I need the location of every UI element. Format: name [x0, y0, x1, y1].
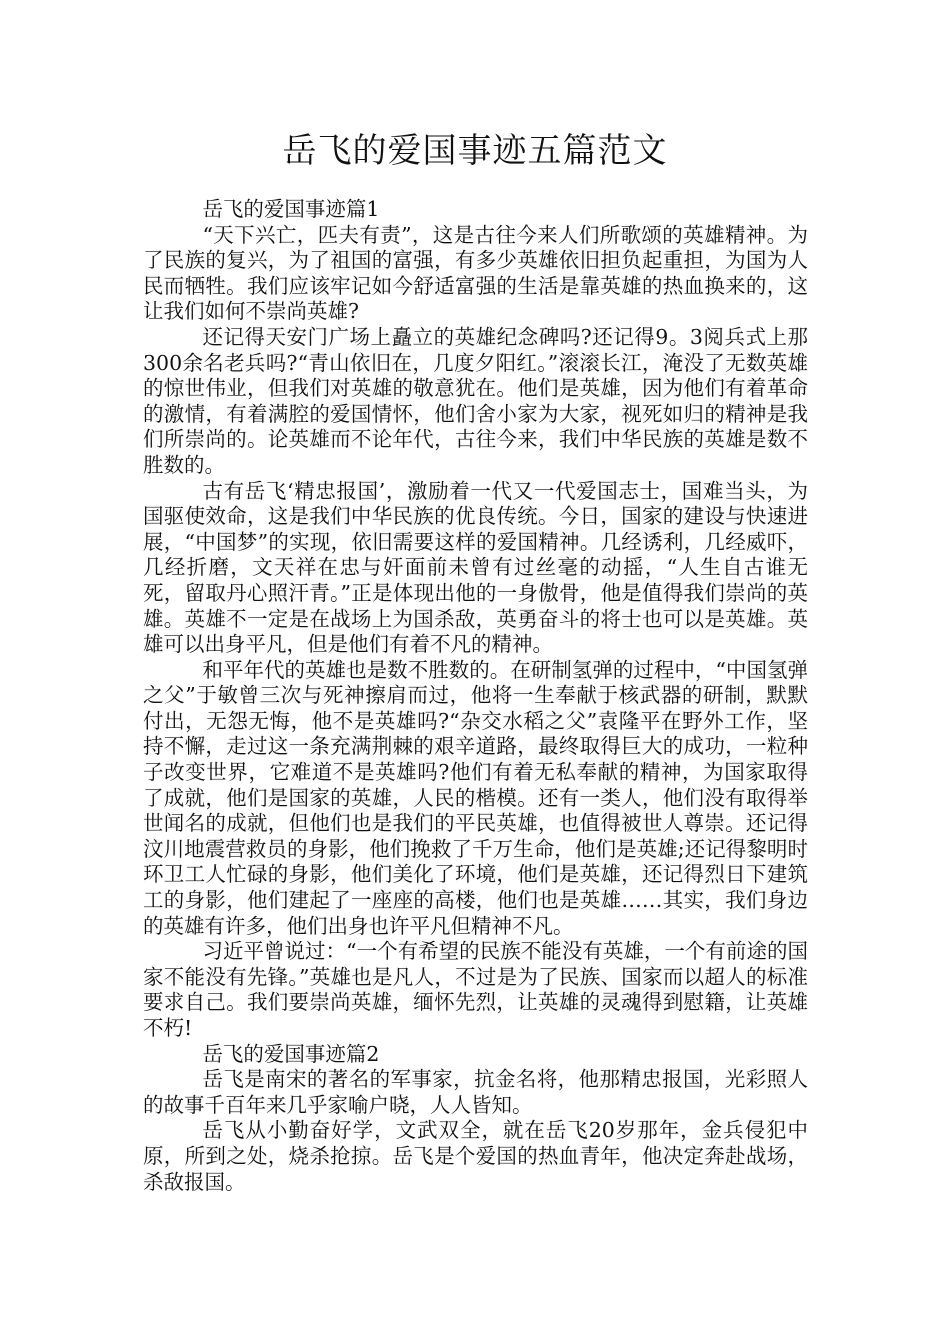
paragraph: 岳飞从小勤奋好学，文武双全，就在岳飞20岁那年，金兵侵犯中原，所到之处，烧杀抢掠。岳飞是个爱国的热血青年，他决定奔赴战场，杀敌报国。	[143, 1118, 808, 1194]
paragraph: 习近平曾说过：“一个有希望的民族不能没有英雄，一个有前途的国家不能没有先锋。”英雄也是凡人，不过是为了民族、国家而以超人的标准要求自己。我们要崇尚英雄，缅怀先烈，让英雄的灵魂得到慰籍，让英雄不朽!	[143, 939, 808, 1040]
paragraph: 和平年代的英雄也是数不胜数的。在研制氢弹的过程中，“中国氢弹之父”于敏曾三次与死神擦肩而过，他将一生奉献于核武器的研制，默默付出，无怨无悔，他不是英雄吗?“杂交水稻之父”袁隆平在野外工作，坚持不懈，走过这一条充满荆棘的艰辛道路，最终取得巨大的成功，一粒种子改变世界，它难道不是英雄吗?他们有着无私奉献的精神，为国家取得了成就，他们是国家的英雄，人民的楷模。还有一类人，他们没有取得举世闻名的成就，但他们也是我们的平民英雄，也值得被世人尊崇。还记得汶川地震营救员的身影，他们挽救了千万生命，他们是英雄;还记得黎明时环卫工人忙碌的身影，他们美化了环境，他们是英雄，还记得烈日下建筑工的身影，他们建起了一座座的高楼，他们也是英雄……其实，我们身边的英雄有许多，他们出身也许平凡但精神不凡。	[143, 657, 808, 938]
section-heading: 岳飞的爱国事迹篇1	[202, 197, 380, 221]
paragraph: 古有岳飞‘精忠报国’，激励着一代又一代爱国志士，国难当头，为国驱使效命，这是我们中华民族的优良传统。今日，国家的建设与快速进展，“中国梦”的实现，依旧需要这样的爱国精神。几经诱利，几经威吓，几经折磨，文天祥在忠与奸面前未曾有过丝毫的动摇，“人生自古谁无死，留取丹心照汗青。”正是体现出他的一身傲骨，他是值得我们崇尚的英雄。英雄不一定是在战场上为国杀敌，英勇奋斗的将士也可以是英雄。英雄可以出身平凡，但是他们有着不凡的精神。	[143, 478, 808, 657]
document-title: 岳飞的爱国事迹五篇范文	[282, 131, 668, 171]
paragraph: 还记得天安门广场上矗立的英雄纪念碑吗?还记得9。3阅兵式上那300余名老兵吗?“青山依旧在，几度夕阳红。”滚滚长江，淹没了无数英雄的惊世伟业，但我们对英雄的敬意犹在。他们是英雄，因为他们有着革命的激情，有着满腔的爱国情怀，他们舍小家为大家，视死如归的精神是我们所崇尚的。论英雄而不论年代，古往今来，我们中华民族的英雄是数不胜数的。	[143, 324, 808, 477]
paragraph: 岳飞是南宋的著名的军事家，抗金名将，他那精忠报国，光彩照人的故事千百年来几乎家喻户晓，人人皆知。	[143, 1067, 808, 1117]
paragraph: “天下兴亡，匹夫有责”，这是古往今来人们所歌颂的英雄精神。为了民族的复兴，为了祖国的富强，有多少英雄依旧担负起重担，为国为人民而牺牲。我们应该牢记如今舒适富强的生活是靠英雄的热血换来的，这让我们如何不崇尚英雄?	[143, 222, 808, 324]
section-heading: 岳飞的爱国事迹篇2	[202, 1041, 380, 1066]
document-body	[143, 197, 808, 1195]
